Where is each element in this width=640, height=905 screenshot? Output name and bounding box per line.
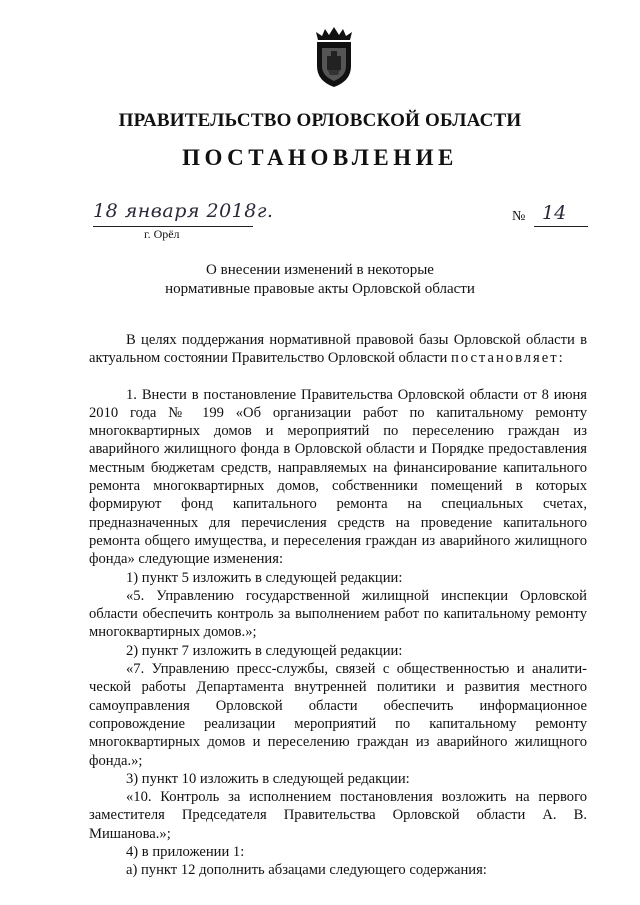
city-label: г. Орёл [144,227,180,241]
paragraph-7: «10. Контроль за исполнением постановления возложить на первого заместителя Председателя Правительства Орловской области А. В. Мишанова.»; [89,789,587,842]
document-type-title: ПОСТАНОВЛЕНИЕ [182,145,458,170]
number-underline [534,226,588,227]
subject-line-1: О внесении изменений в некоторые [206,262,434,278]
preamble-paragraph [89,331,587,368]
orel-coat-of-arms-icon [312,26,356,88]
handwritten-date: 18 января 2018г. [93,200,274,222]
document-body [89,331,587,880]
number-sign: № [512,209,526,224]
paragraph-4: 2) пункт 7 изложить в следующей редакции: [126,642,403,659]
government-title: ПРАВИТЕЛЬСТВО ОРЛОВСКОЙ ОБЛАСТИ [118,110,522,131]
paragraph-8: 4) в приложении 1: [126,844,245,861]
document-subject [0,261,640,299]
paragraph-1: 1. Внести в постановление Правительства Орловской области от 8 июня 2010 года № 199 «Об организации работ по капитальному ремонту многоквартирных домов и мероприятий по переселению граждан из аварийного жилищного фонда в Орловской области и Порядке предоставления местным бюджетам средств, направляемых на финансирование капитального ремонта многоквартирных домов, собственники помещений в которых формируют фонд капитального ремонта на специальных счетах, предназначенных для перечисления средств на проведение капитального ремонта общего имущества, и переселения граждан из аварийного жилищного фонда» следующие изменения: [89,386,587,568]
paragraph-3: «5. Управлению государственной жилищной инспекции Орловской области обеспечить контроль за выполнением работ по капитальному ремонту многоквартирных домов.»; [89,587,587,641]
paragraph-9: а) пункт 12 дополнить абзацами следующего содержания: [126,862,487,879]
date-field [93,200,274,227]
paragraph-2: 1) пункт 5 изложить в следующей редакции: [126,569,403,586]
document-number-field [512,202,588,226]
preamble-verb: постановляет: [450,350,565,367]
paragraph-5: «7. Управлению пресс-службы, связей с общественностью и аналити-ческой работы Департамента внутренней политики и развития местного самоуправления Орловской области обеспечить информационное сопровождение реализации мероприятий по капитальному ремонту многоквартирных домов и переселению граждан из аварийного жилищного фонда.»; [89,661,587,769]
subject-line-2: нормативные правовые акты Орловской области [165,281,475,297]
paragraph-6: 3) пункт 10 изложить в следующей редакции: [126,770,410,787]
preamble-text: В целях поддержания нормативной правовой базы Орловской области в актуальном состоянии Правительство Орловской области [89,332,587,367]
handwritten-number: 14 [542,202,567,224]
